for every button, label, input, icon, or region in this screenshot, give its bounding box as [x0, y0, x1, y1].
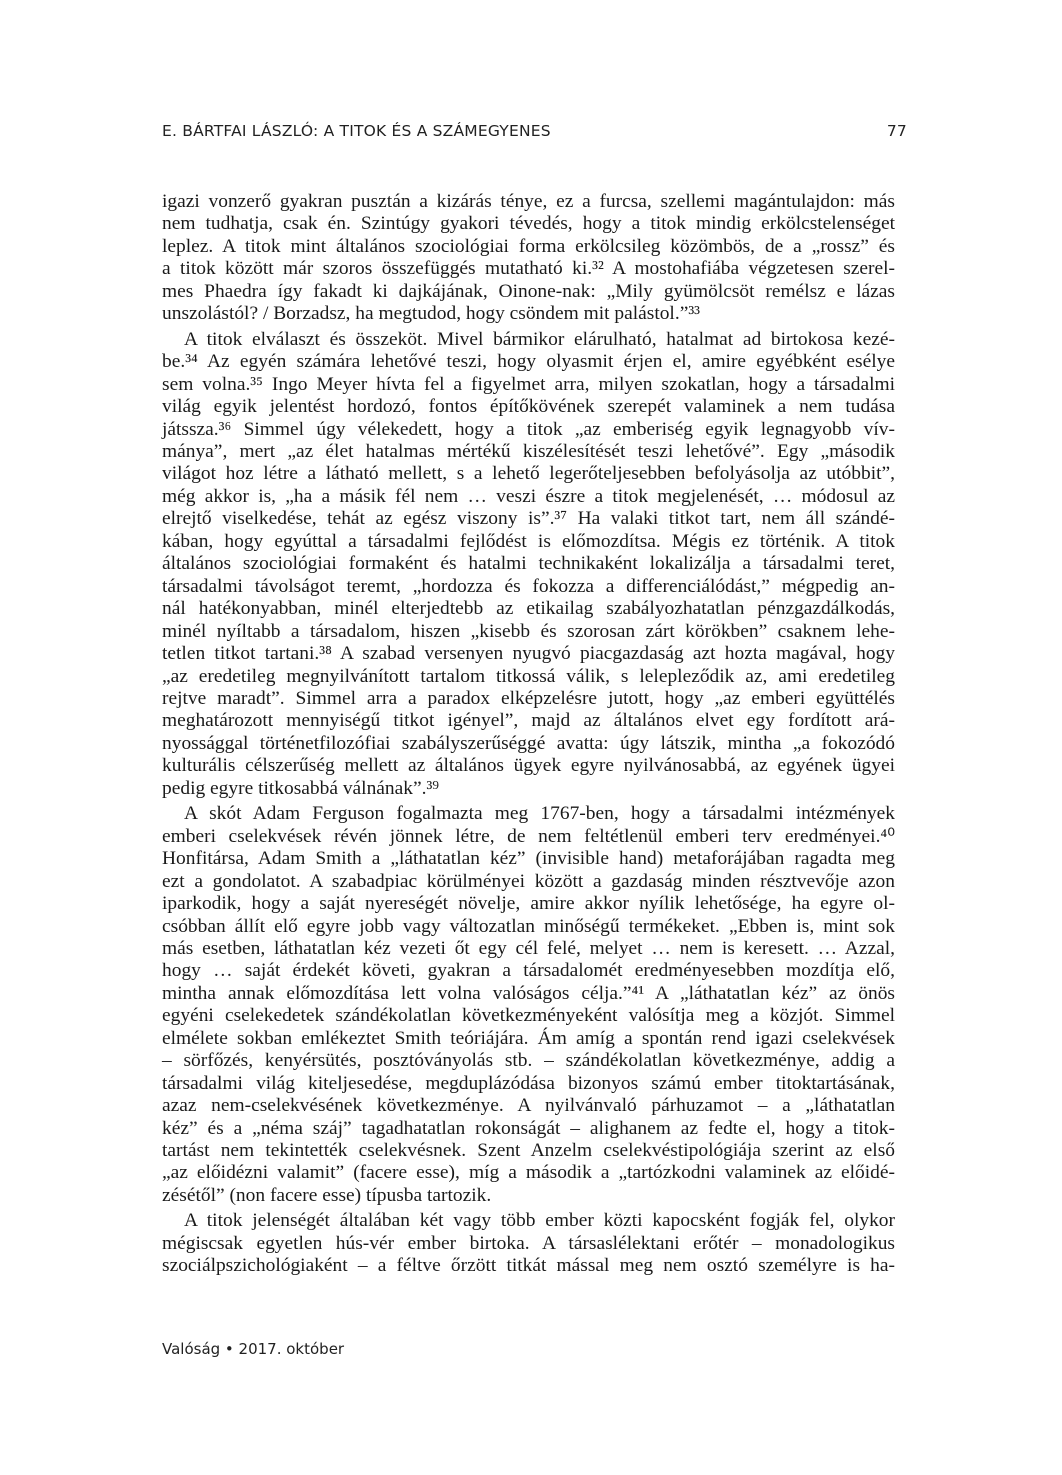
text-line: azaz nem-cselekvésének következménye. A nyilvánvaló párhuzamot – a „láthatatlan: [162, 1095, 895, 1117]
text-line: kában, hogy egyúttal a társadalmi fejlődést is előmozdítsa. Mégis ez történik. A titok: [162, 530, 895, 552]
text-line: „az előidézni valamit” (facere esse), míg a második a „tartózkodni valaminek az előidé-: [162, 1162, 895, 1184]
text-line: a titok között már szoros összefüggés mutatható ki.³² A mostohafiába végzetesen szerel-: [162, 258, 895, 280]
text-line: kéz” és a „néma száj” tagadhatatlan rokonságát – alighanem az fedte el, hogy a titok-: [162, 1117, 895, 1139]
text-line: rejtve maradt”. Simmel arra a paradox elképzelésre jutott, hogy „az emberi együttélés: [162, 687, 895, 709]
paragraph: [162, 329, 895, 801]
text-line: mégiscsak egyetlen hús-vér ember birtoka. A társaslélektani erőtér – monadologikus: [162, 1232, 895, 1254]
paragraph: [162, 803, 895, 1207]
paragraph: [162, 191, 895, 326]
text-line: mes Phaedra így fakadt ki dajkájának, Oinone-nak: „Mily gyümölcsöt remélsz e lázas: [162, 280, 895, 302]
running-footer: [162, 1340, 344, 1358]
text-line: társadalmi távolságot teremt, „hordozza és fokozza a differenciálódást,” mégpedig an-: [162, 575, 895, 597]
paragraph: [162, 1210, 895, 1277]
text-line: még akkor is, „ha a másik fél nem … veszi észre a titok megjelenését, … módosul az: [162, 485, 895, 507]
text-line: játssza.³⁶ Simmel úgy vélekedett, hogy a titok „az emberiség egyik legnagyobb vív-: [162, 418, 895, 440]
text-line: hogy … saját érdekét követi, gyakran a társadalomét eredményesebben mozdítja elő,: [162, 960, 895, 982]
text-line: nál hatékonyabban, minél elterjedtebb az etikailag szabályozhatatlan pénzgazdálkodás,: [162, 598, 895, 620]
text-line: más esetben, láthatatlan kéz vezeti őt egy cél felé, melyet … nem is keresett. … Azzal,: [162, 937, 895, 959]
text-line: emberi cselekvések révén jönnek létre, de nem feltétlenül emberi terv eredményei.⁴⁰: [162, 825, 895, 847]
running-header: [162, 122, 907, 140]
text-line: – sörfőzés, kenyérsütés, posztóványolás stb. – szándékolatlan következménye, addig a: [162, 1050, 895, 1072]
text-line: A skót Adam Ferguson fogalmazta meg 1767-ben, hogy a társadalmi intézmények: [184, 803, 895, 825]
text-line: zésétől” (non facere esse) típusba tartozik.: [162, 1184, 492, 1206]
footer-text: Valóság • 2017. október: [162, 1340, 345, 1358]
text-line: pedig egyre titkosabbá válnának”.³⁹: [162, 777, 440, 799]
text-line: iparkodik, hogy a saját nyereségét növelje, amire akkor nyílik lehetősége, ha egyre ol-: [162, 893, 895, 915]
article-body: [162, 191, 895, 1278]
text-line: társadalmi világ kiteljesedése, megduplázódása bizonyos számú ember titoktartásának,: [162, 1072, 895, 1094]
text-line: igazi vonzerő gyakran pusztán a kizárás ténye, ez a furcsa, szellemi magántulajdon: más: [162, 191, 895, 212]
text-line: kulturális célszerűség mellett az általános ügyek egyre nyilvánosabbá, az egyének ügyei: [162, 755, 895, 777]
text-line: unszolástól? / Borzadsz, ha megtudod, hogy csöndem mit palástol.”³³: [162, 303, 700, 325]
text-line: egyéni cselekedetek szándékolatlan következményeként valósítja meg a közjót. Simmel: [162, 1005, 895, 1027]
text-line: nem tudhatja, csak én. Szintúgy gyakori tévedés, hogy a titok mindig erkölcstelenséget: [162, 213, 895, 235]
running-title: E. BÁRTFAI LÁSZLÓ: A TITOK ÉS A SZÁMEGYENES: [162, 122, 551, 140]
text-line: A titok elválaszt és összeköt. Mivel bármikor elárulható, hatalmat ad birtokosa kezé-: [184, 328, 895, 350]
text-line: meghatározott mennyiségű titkot igényel”, majd az általános elvet egy fordított ará-: [162, 710, 895, 732]
text-line: csóbban állít elő egyre jobb vagy változatlan minőségű termékeket. „Ebben is, mint sok: [162, 915, 895, 937]
text-line: ezt a gondolatot. A szabadpiac körülményei között a gazdaság minden résztvevője azon: [162, 870, 895, 892]
text-line: sem volna.³⁵ Ingo Meyer hívta fel a figyelmet arra, milyen szokatlan, hogy a társadalmi: [162, 373, 895, 395]
text-line: nyossággal történetfilozófiai szabályszerűséggé avatta: úgy látszik, mintha „a fokozódó: [162, 732, 895, 754]
text-line: elrejtő viselkedése, tehát az egész viszony is”.³⁷ Ha valaki titkot tart, nem áll szándé-: [162, 508, 895, 530]
text-line: tartást nem tekintették cselekvésnek. Szent Anzelm cselekvéstipológiája szerint az első: [162, 1140, 895, 1162]
text-line: leplez. A titok mint általános szociológiai forma erkölcsileg közömbös, de a „rossz” és: [162, 235, 895, 257]
text-line: általános szociológiai formaként és hatalmi technikaként lokalizálja a társadalmi teret,: [162, 553, 895, 575]
text-line: A titok jelenségét általában két vagy több ember közti kapocsként fogják fel, olykor: [184, 1210, 895, 1232]
text-line: mintha annak előmozdítása lett volna valóságos célja.”⁴¹ A „láthatatlan kéz” az önös: [162, 982, 895, 1004]
page-number: 77: [886, 122, 907, 140]
text-line: tetlen titkot tartani.³⁸ A szabad versenyen nyugvó piacgazdaság azt hozta magával, hogy: [162, 643, 895, 665]
text-line: be.³⁴ Az egyén számára lehetővé teszi, hogy olyasmit érjen el, amire egyébként esélye: [162, 351, 895, 373]
text-line: mánya”, mert „az élet hatalmas mértékű kiszélesítését teszi lehetővé”. Egy „második: [162, 440, 895, 462]
text-line: „az eredetileg megnyilvánított tartalom titkossá válik, s lelepleződik az, ami eredetileg: [162, 665, 895, 687]
text-line: szociálpszichológiaként – a féltve őrzött titkát mással meg nem osztó személyre is ha-: [162, 1255, 895, 1277]
text-line: Honfitársa, Adam Smith a „láthatatlan kéz” (invisible hand) metaforájában ragadta meg: [162, 848, 895, 870]
text-line: elmélete sokban emlékeztet Smith teóriájára. Ám amíg a spontán rend igazi cselekvések: [162, 1027, 895, 1049]
text-line: minél nyíltabb a társadalom, hiszen „kisebb és szorosan zárt körökben” csaknem lehe-: [162, 620, 895, 642]
text-line: világ egyik jelentést hordozó, fontos építőkövének szerepét valaminek a nem tudása: [162, 396, 895, 418]
text-line: világot hoz létre a látható mellett, s a lehető legerőteljesebben befolyásolja az utóbbit”,: [162, 463, 895, 485]
